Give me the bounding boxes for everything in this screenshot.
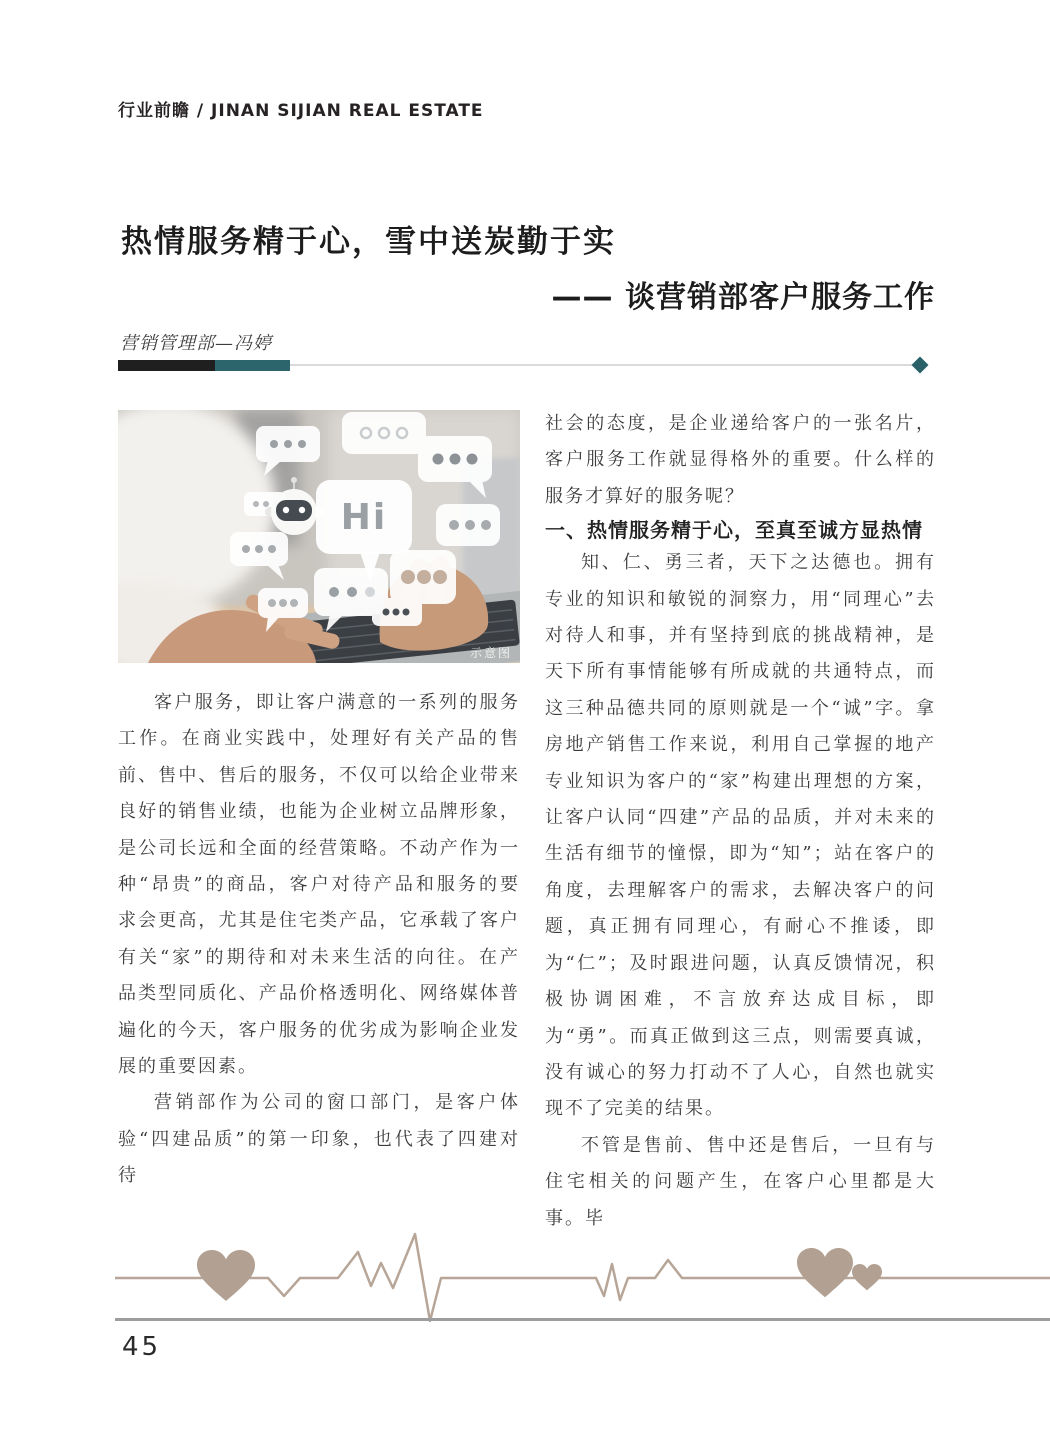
left-column	[118, 410, 520, 1195]
right-column	[545, 406, 936, 1237]
section-heading: 一、热情服务精于心，至真至诚方显热情	[545, 518, 923, 543]
article-subtitle: —— 谈营销部客户服务工作	[551, 280, 935, 315]
divider-dark-segment	[118, 360, 215, 371]
section-header: 行业前瞻 / JINAN SIJIAN REAL ESTATE	[118, 101, 484, 121]
hi-label: Hi	[340, 497, 388, 538]
ekg-line	[115, 1234, 1050, 1321]
chat-bubble-icon	[342, 412, 426, 454]
heart-icon	[197, 1250, 255, 1301]
heart-icon	[852, 1264, 882, 1290]
article-paragraph: 营销部作为公司的窗口部门，是客户体验“四建品质”的第一印象，也代表了四建对待	[118, 1092, 520, 1187]
article-paragraph: 客户服务，即让客户满意的一系列的服务工作。在商业实践中，处理好有关产品的售前、售中、售后的服务，不仅可以给企业带来良好的销售业绩，也能为企业树立品牌形象，是公司长远和全面的经营策略。不动产作为一种“昂贵”的商品，客户对待产品和服务的要求会更高，尤其是住宅类产品，它承载了客户有关“家”的期待和对未来生活的向往。在产品类型同质化、产品价格透明化、网络媒体普遍化的今天，客户服务的优劣成为影响企业发展的重要因素。	[118, 692, 520, 1078]
title-divider	[118, 358, 926, 372]
article-title: 热情服务精于心，雪中送炭勤于实	[121, 224, 616, 260]
heart-icon	[797, 1248, 853, 1297]
article-paragraph: 社会的态度，是企业递给客户的一张名片，客户服务工作就显得格外的重要。什么样的服务才算好的服务呢？	[545, 413, 936, 507]
byline: 营销管理部—冯婷	[120, 333, 272, 354]
page-number: 45	[122, 1332, 162, 1362]
heartbeat-divider	[0, 1224, 1050, 1328]
footer-rule	[115, 1318, 1050, 1321]
article-paragraph: 知、仁、勇三者，天下之达德也。拥有专业的知识和敏锐的洞察力，用“同理心”去对待人和事，并有坚持到底的挑战精神，是天下所有事情能够有所成就的共通特点，而这三种品德共同的原则就是一个“诚”字。拿房地产销售工作来说，利用自己掌握的地产专业知识为客户的“家”构建出理想的方案，让客户认同“四建”产品的品质，并对未来的生活有细节的憧憬，即为“知”；站在客户的角度，去理解客户的需求，去解决客户的问题，真正拥有同理心，有耐心不推诿，即为“仁”；及时跟进问题，认真反馈情况，积极协调困难，不言放弃达成目标，即为“勇”。而真正做到这三点，则需要真诚，没有诚心的努力打动不了人心，自然也就实现不了完美的结果。	[545, 552, 936, 1120]
diamond-marker-icon	[912, 357, 929, 374]
divider-line	[290, 364, 915, 366]
article-paragraph: 不管是售前、售中还是售后，一旦有与住宅相关的问题产生，在客户心里都是大事。毕	[545, 1134, 936, 1229]
divider-teal-segment	[215, 360, 290, 371]
article-photo	[118, 410, 520, 663]
photo-caption-tag: 示意图	[469, 646, 512, 660]
